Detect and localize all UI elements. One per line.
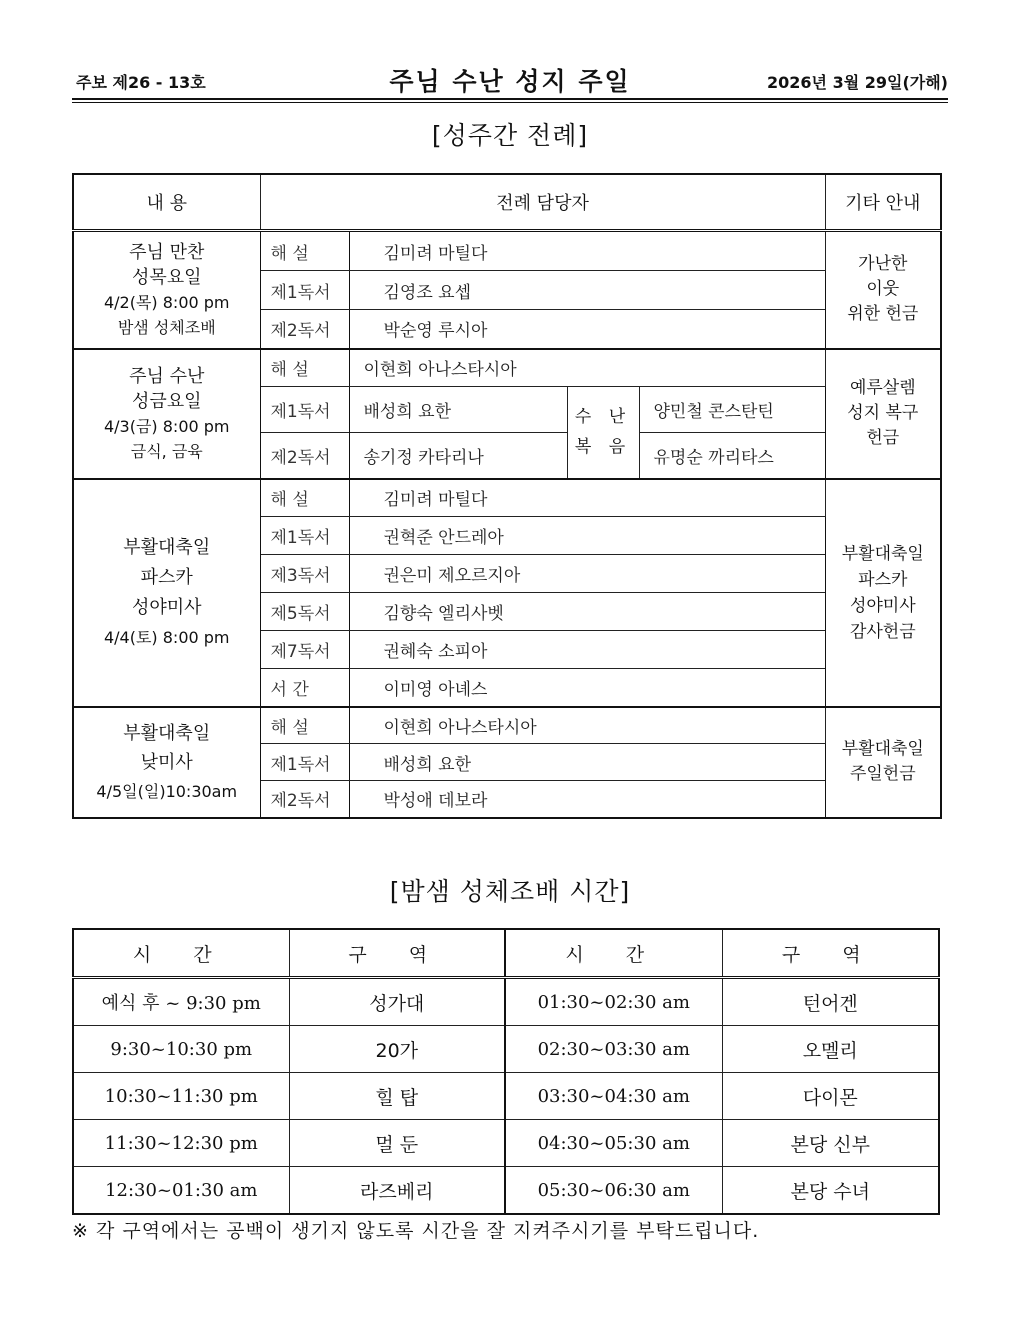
role-cell: 해 설: [260, 479, 349, 517]
zone-cell: 본당 수녀: [722, 1167, 939, 1215]
content-time: 4/5일(일)10:30am: [96, 781, 238, 801]
role-cell: 제1독서: [260, 517, 349, 555]
adoration-header-row: [73, 929, 939, 978]
other-line: 감사헌금: [849, 621, 916, 642]
zone-cell: 오멜리: [722, 1026, 939, 1073]
content-line: 성목요일: [131, 266, 202, 288]
time-cell: 11:30~12:30 pm: [73, 1120, 289, 1167]
other-line: 예루살렘: [849, 378, 916, 398]
content-line: 주님 만찬: [129, 241, 205, 263]
other-line: 헌금: [866, 428, 900, 448]
name-cell: 이현희 아나스타시아: [349, 707, 825, 744]
other-cell: [825, 707, 941, 818]
header-zone: 구 역: [722, 929, 939, 978]
content-line: 부활대축일: [123, 536, 211, 558]
other-cell: [825, 349, 941, 479]
time-cell: 05:30~06:30 am: [505, 1167, 722, 1215]
role-cell: 해 설: [260, 231, 349, 271]
zone-cell: 성가대: [289, 978, 505, 1026]
page-title: 주님 수난 성지 주일: [389, 67, 631, 96]
time-cell: 01:30~02:30 am: [505, 978, 722, 1026]
zone-cell: 턴어겐: [722, 978, 939, 1026]
role-cell: 제2독서: [260, 310, 349, 349]
other-line: 부활대축일: [841, 543, 924, 564]
header-ministers: 전례 담당자: [260, 174, 825, 231]
role-cell: 제1독서: [260, 387, 349, 433]
passion-label-line: 수 난: [574, 407, 632, 428]
issue-date: 2026년 3월 29일(가해): [767, 73, 948, 92]
table-row: [73, 1073, 939, 1120]
name-cell: 박성애 데보라: [349, 781, 825, 818]
content-time: 4/4(토) 8:00 pm: [103, 627, 230, 647]
name-cell: 배성희 요한: [349, 744, 825, 781]
content-line: 파스카: [140, 566, 193, 588]
content-line: 성야미사: [131, 596, 202, 618]
role-cell: 제1독서: [260, 744, 349, 781]
footnote: ※ 각 구역에서는 공백이 생기지 않도록 시간을 잘 지켜주시기를 부탁드립니다.: [72, 1220, 760, 1242]
name-cell: 김미려 마틸다: [349, 231, 825, 271]
other-line: 가난한: [858, 254, 908, 275]
time-cell: 예식 후 ~ 9:30 pm: [73, 978, 289, 1026]
content-time: 4/3(금) 8:00 pm: [103, 416, 230, 436]
name-cell: 권은미 제오르지아: [349, 555, 825, 593]
zone-cell: 다이몬: [722, 1073, 939, 1120]
name-cell: 김미려 마틸다: [349, 479, 825, 517]
other-line: 부활대축일: [841, 739, 924, 759]
content-cell: [73, 349, 260, 479]
liturgy-header-row: [73, 174, 941, 231]
header-content: 내 용: [73, 174, 260, 231]
name-cell: 김향숙 엘리사벳: [349, 593, 825, 631]
content-cell: [73, 479, 260, 707]
zone-cell: 20가: [289, 1026, 505, 1073]
other-line: 파스카: [858, 569, 908, 590]
zone-cell: 멀 둔: [289, 1120, 505, 1167]
content-line: 부활대축일: [123, 722, 211, 744]
header-time: 시 간: [73, 929, 289, 978]
role-cell: 제3독서: [260, 555, 349, 593]
other-cell: [825, 479, 941, 707]
content-line: 금식, 금육: [130, 441, 203, 461]
role-cell: 제1독서: [260, 271, 349, 310]
other-line: 성야미사: [849, 595, 916, 616]
table-row: [73, 479, 941, 517]
table-row: [73, 1167, 939, 1215]
passion-name-cell: 양민철 콘스탄틴: [639, 387, 825, 433]
name-cell: 박순영 루시아: [349, 310, 825, 349]
time-cell: 9:30~10:30 pm: [73, 1026, 289, 1073]
time-cell: 04:30~05:30 am: [505, 1120, 722, 1167]
role-cell: 해 설: [260, 707, 349, 744]
table-row: [73, 707, 941, 744]
time-cell: 12:30~01:30 am: [73, 1167, 289, 1215]
content-line: 밤샘 성체조배: [117, 317, 216, 337]
header-zone: 구 역: [289, 929, 505, 978]
role-cell: 제2독서: [260, 433, 349, 479]
table-row: [73, 349, 941, 387]
header-rule: [72, 98, 948, 100]
content-time: 4/2(목) 8:00 pm: [103, 292, 230, 312]
zone-cell: 라즈베리: [289, 1167, 505, 1215]
time-cell: 02:30~03:30 am: [505, 1026, 722, 1073]
name-cell: 배성희 요한: [349, 387, 567, 433]
table-row: [73, 978, 939, 1026]
issue-number: 주보 제26 - 13호: [76, 73, 206, 92]
liturgy-section-title: [성주간 전례]: [431, 121, 589, 150]
content-line: 낮미사: [140, 751, 193, 773]
table-row: [73, 1026, 939, 1073]
content-line: 성금요일: [131, 390, 202, 412]
table-row: [73, 1120, 939, 1167]
name-cell: 권혁준 안드레아: [349, 517, 825, 555]
content-line: 주님 수난: [129, 365, 205, 387]
liturgy-table: [72, 173, 942, 819]
other-line: 이웃: [866, 279, 900, 300]
header-rule-thin: [72, 102, 948, 103]
table-row: [73, 231, 941, 271]
content-cell: [73, 231, 260, 349]
content-cell: [73, 707, 260, 818]
zone-cell: 본당 신부: [722, 1120, 939, 1167]
role-cell: 서 간: [260, 669, 349, 707]
role-cell: 제2독서: [260, 781, 349, 818]
passion-name-cell: 유명순 까리타스: [639, 433, 825, 479]
passion-label-line: 복 음: [574, 437, 632, 458]
role-cell: 제5독서: [260, 593, 349, 631]
name-cell: 김영조 요셉: [349, 271, 825, 310]
other-line: 주일헌금: [849, 764, 916, 784]
other-line: 성지 복구: [847, 403, 919, 423]
header-time: 시 간: [505, 929, 722, 978]
name-cell: 권혜숙 소피아: [349, 631, 825, 669]
header-other: 기타 안내: [825, 174, 941, 231]
other-line: 위한 헌금: [847, 304, 919, 325]
role-cell: 제7독서: [260, 631, 349, 669]
other-cell: [825, 231, 941, 349]
zone-cell: 힐 탑: [289, 1073, 505, 1120]
name-cell: 송기정 카타리나: [349, 433, 567, 479]
time-cell: 03:30~04:30 am: [505, 1073, 722, 1120]
name-cell: 이미영 아녜스: [349, 669, 825, 707]
name-cell: 이현희 아나스타시아: [349, 349, 825, 387]
passion-gospel-label: [567, 387, 639, 479]
adoration-table: [72, 928, 940, 1215]
adoration-section-title: [밤샘 성체조배 시간]: [389, 877, 631, 906]
role-cell: 해 설: [260, 349, 349, 387]
time-cell: 10:30~11:30 pm: [73, 1073, 289, 1120]
